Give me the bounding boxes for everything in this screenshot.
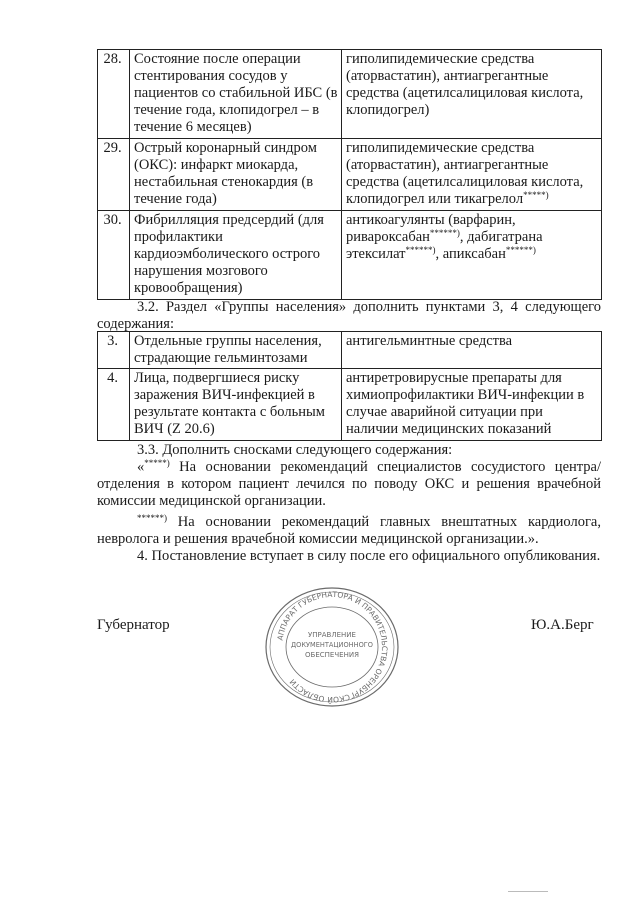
diseases-table [97, 49, 602, 300]
table-row [98, 139, 602, 211]
drugs-cell: антиретровирусные препараты для химиопрофилактики ВИЧ-инфекции в случае аварийной ситуации при наличии медицинских показаний [342, 369, 602, 441]
drugs-text: гиполипидемические средства (аторвастатин), антиагрегантные средства (ацетилсалициловая кислота, клопидогрел или тикагрелол [346, 140, 584, 207]
table-row [98, 369, 602, 441]
group-cell: Лица, подвергшиеся риску заражения ВИЧ-инфекцией в результате контакта с больным ВИЧ (Z 20.6) [130, 369, 342, 441]
row-number: 3. [98, 332, 130, 369]
drugs-cell: антигельминтные средства [342, 332, 602, 369]
stamp-ring-text: АППАРАТ ГУБЕРНАТОРА И ПРАВИТЕЛЬСТВА ОРЕНБУРГСКОЙ ОБЛАСТИ [275, 589, 390, 705]
row-number: 29. [98, 139, 130, 211]
official-stamp [262, 585, 402, 710]
footnote-marker: ******) [505, 245, 536, 255]
table-row [98, 211, 602, 300]
population-groups-table [97, 331, 602, 441]
scan-mark [508, 891, 548, 892]
stamp-line-3: ОБЕСПЕЧЕНИЯ [305, 651, 359, 659]
item-4-text: 4. Постановление вступает в силу после его официального опубликования. [137, 548, 601, 564]
table-row [98, 332, 602, 369]
group-cell: Отдельные группы населения, страдающие гельминтозами [130, 332, 342, 369]
footnote-marker: ******) [429, 228, 460, 238]
row-number: 4. [98, 369, 130, 441]
footnote-text: На основании рекомендаций главных внештатных кардиолога, невролога и решения врачебной комиссии медицинской организации.». [97, 514, 601, 547]
drugs-cell [342, 211, 602, 300]
signature-name: Ю.А.Берг [531, 617, 594, 633]
signature-title: Губернатор [97, 617, 170, 633]
footnote-2 [97, 514, 601, 548]
section-3-2-text: 3.2. Раздел «Группы населения» дополнить пунктами 3, 4 следующего содержания: [97, 299, 601, 332]
row-number: 28. [98, 50, 130, 139]
condition-cell: Острый коронарный синдром (ОКС): инфаркт миокарда, нестабильная стенокардия (в течение года) [130, 139, 342, 211]
stamp-line-2: ДОКУМЕНТАЦИОННОГО [291, 641, 373, 649]
quote-open: « [137, 459, 145, 475]
table-row [98, 50, 602, 139]
footnote-text: На основании рекомендаций специалистов сосудистого центра/отделения в котором пациент лечился по поводу ОКС и решения врачебной комиссии медицинской организации. [97, 459, 601, 509]
drugs-cell [342, 139, 602, 211]
footnote-1 [97, 459, 601, 510]
drugs-cell: гиполипидемические средства (аторвастатин), антиагрегантные средства (ацетилсалициловая кислота, клопидогрел) [342, 50, 602, 139]
drugs-text: , апиксабан [435, 246, 506, 262]
row-number: 30. [98, 211, 130, 300]
stamp-line-1: УПРАВЛЕНИЕ [308, 631, 356, 639]
condition-cell: Фибрилляция предсердий (для профилактики кардиоэмболического острого нарушения мозгового кровообращения) [130, 211, 342, 300]
footnote-marker: ******) [405, 245, 436, 255]
condition-cell: Состояние после операции стентирования сосудов у пациентов со стабильной ИБС (в течение года, клопидогрел – в течение 6 месяцев) [130, 50, 342, 139]
drugs-text: , дабигатрана этексилат [346, 229, 543, 262]
section-3-3-text: 3.3. Дополнить сносками следующего содержания: [137, 442, 453, 458]
footnote-marker: ******) [137, 513, 167, 523]
drugs-text: антикоагулянты (варфарин, ривароксабан [346, 212, 516, 245]
footnote-marker: *****) [144, 458, 170, 468]
footnote-marker: *****) [523, 190, 549, 200]
